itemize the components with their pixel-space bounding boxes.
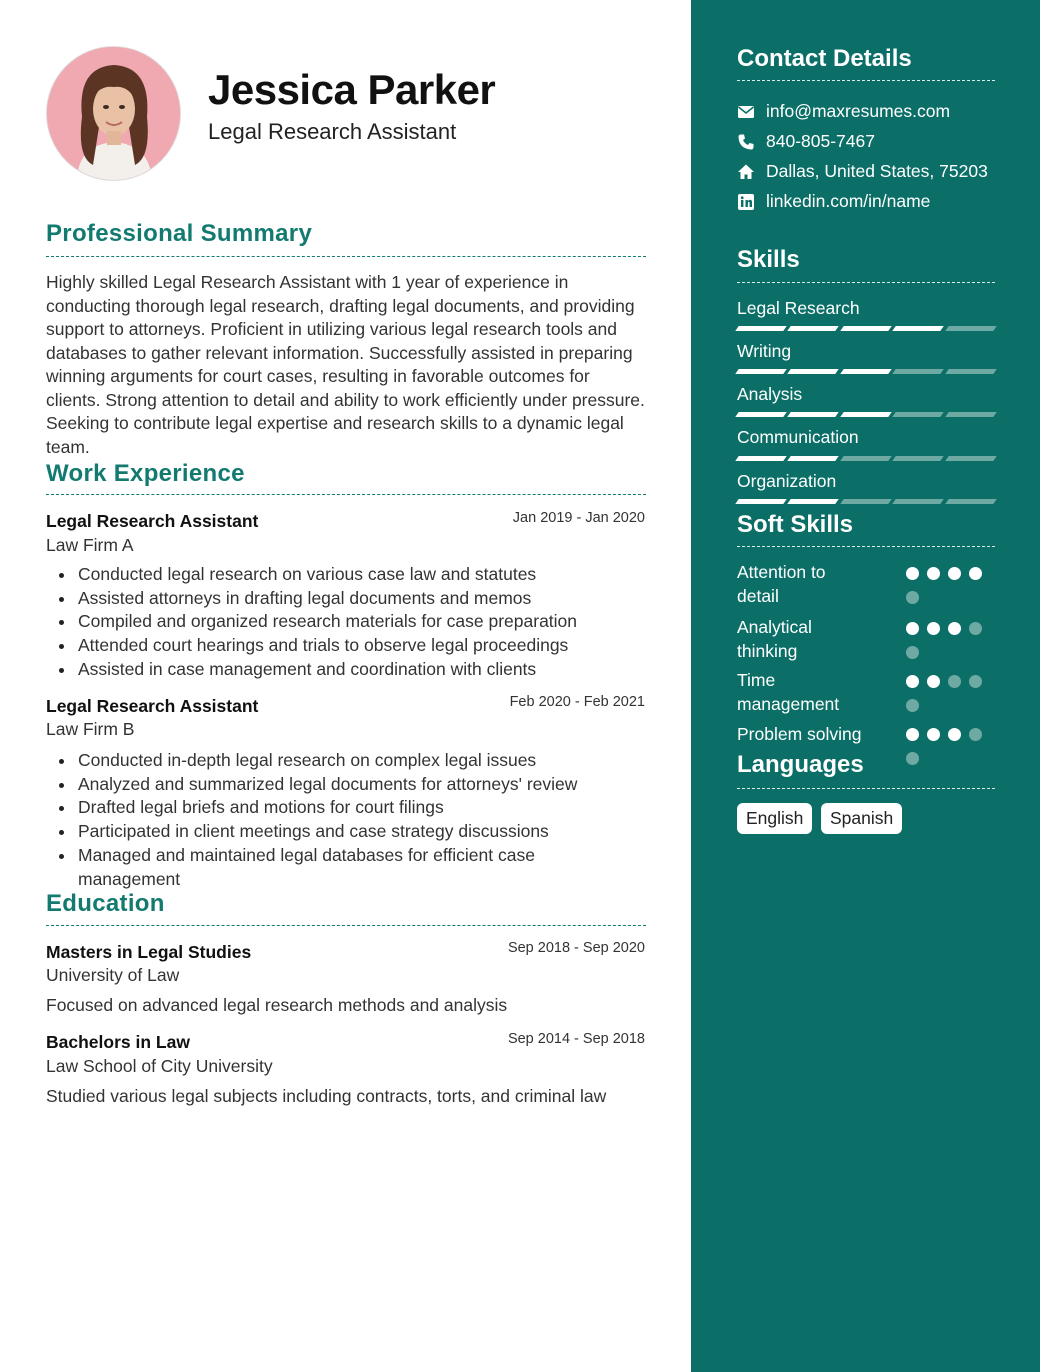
email-text: info@maxresumes.com — [766, 101, 951, 121]
rating-dot-empty — [906, 752, 919, 765]
job-dates: Jan 2019 - Jan 2020 — [512, 510, 645, 526]
skill-segment-empty — [892, 456, 944, 461]
job-bullet: Participated in client meetings and case strategy discussions — [78, 820, 638, 844]
skill-segment-empty — [892, 412, 944, 417]
skill-segment-empty — [945, 369, 997, 374]
summary-text: Highly skilled Legal Research Assistant with 1 year of experience in conducting thorough legal research, drafting legal documents, and providing support to attorneys. Proficient in utilizing various legal research tools and databases to gather relevant information. Successfully assisted in preparing winning arguments for court cases, resulting in favorable outcomes for clients. Strong attention to detail and ability to work efficiently under pressure. Seeking to contribute legal expertise and research skills to a dynamic legal team. — [46, 272, 645, 457]
skill-segment-empty — [945, 499, 997, 504]
language-tag: English — [737, 803, 812, 834]
rating-dot-filled — [948, 622, 961, 635]
soft-skills-divider — [737, 546, 995, 547]
contact-address — [737, 161, 988, 182]
soft-skill-rating — [906, 622, 986, 659]
job-bullets — [78, 749, 638, 891]
address-text: Dallas, United States, 75203 — [766, 161, 988, 181]
job-title: Legal Research Assistant — [46, 696, 259, 716]
rating-dot-filled — [927, 675, 940, 688]
skill-segment-filled — [840, 412, 892, 417]
job-dates: Feb 2020 - Feb 2021 — [509, 694, 645, 710]
linkedin-icon — [737, 193, 755, 211]
skill-label: Communication — [737, 427, 859, 447]
soft-skill-rating — [906, 728, 986, 765]
experience-divider — [46, 494, 646, 495]
languages-divider — [737, 788, 995, 789]
skill-label: Organization — [737, 471, 837, 491]
skill-segment-filled — [788, 369, 840, 374]
linkedin-text: linkedin.com/in/name — [766, 191, 931, 211]
rating-dot-empty — [906, 699, 919, 712]
school-name: University of Law — [46, 965, 180, 985]
rating-dot-filled — [927, 728, 940, 741]
summary-divider — [46, 256, 646, 257]
degree-title: Bachelors in Law — [46, 1032, 190, 1052]
degree-dates: Sep 2018 - Sep 2020 — [507, 940, 645, 956]
degree-title: Masters in Legal Studies — [46, 942, 252, 962]
rating-dot-empty — [906, 646, 919, 659]
contact-heading: Contact Details — [737, 45, 912, 72]
rating-dot-empty — [906, 591, 919, 604]
job-bullet: Assisted attorneys in drafting legal documents and memos — [78, 587, 638, 611]
skill-segment-empty — [945, 326, 997, 331]
soft-skill-label: Time management — [737, 670, 840, 714]
soft-skill-label: Attention to detail — [737, 562, 826, 606]
rating-dot-empty — [948, 675, 961, 688]
languages-heading: Languages — [737, 751, 864, 778]
contact-email[interactable] — [737, 101, 950, 122]
skill-segment-filled — [735, 456, 787, 461]
job-company: Law Firm A — [46, 535, 134, 555]
education-heading: Education — [46, 890, 165, 917]
skill-segment-filled — [892, 326, 944, 331]
skill-label: Writing — [737, 341, 792, 361]
rating-dot-filled — [948, 728, 961, 741]
skill-segment-empty — [945, 412, 997, 417]
education-divider — [46, 925, 646, 926]
skill-segment-empty — [892, 499, 944, 504]
job-bullets — [78, 563, 638, 682]
contact-linkedin[interactable] — [737, 191, 930, 212]
skill-segment-empty — [945, 456, 997, 461]
contact-divider — [737, 80, 995, 81]
skill-segment-filled — [788, 456, 840, 461]
soft-skill-rating — [906, 675, 986, 712]
skill-segment-filled — [788, 326, 840, 331]
job-bullet: Conducted legal research on various case law and statutes — [78, 563, 638, 587]
skill-label: Legal Research — [737, 298, 860, 318]
skill-segment-filled — [735, 326, 787, 331]
job-bullet: Conducted in-depth legal research on complex legal issues — [78, 749, 638, 773]
skill-segment-filled — [735, 412, 787, 417]
rating-dot-empty — [969, 622, 982, 635]
candidate-name: Jessica Parker — [208, 66, 496, 113]
rating-dot-filled — [969, 567, 982, 580]
experience-heading: Work Experience — [46, 460, 245, 487]
phone-icon — [737, 133, 755, 151]
language-tag: Spanish — [821, 803, 902, 834]
skill-segment-empty — [840, 499, 892, 504]
soft-skill-rating — [906, 567, 986, 604]
candidate-role: Legal Research Assistant — [208, 119, 457, 144]
school-name: Law School of City University — [46, 1056, 273, 1076]
rating-dot-empty — [969, 675, 982, 688]
skill-segment-filled — [735, 369, 787, 374]
summary-heading: Professional Summary — [46, 220, 313, 247]
skill-segment-filled — [840, 369, 892, 374]
rating-dot-filled — [927, 567, 940, 580]
job-bullet: Assisted in case management and coordination with clients — [78, 658, 638, 682]
degree-dates: Sep 2014 - Sep 2018 — [507, 1031, 645, 1047]
rating-dot-filled — [927, 622, 940, 635]
soft-skills-heading: Soft Skills — [737, 511, 854, 538]
job-bullet: Analyzed and summarized legal documents for attorneys' review — [78, 773, 638, 797]
degree-description: Focused on advanced legal research methods and analysis — [46, 995, 508, 1015]
skill-segment-filled — [840, 326, 892, 331]
skill-segment-filled — [788, 412, 840, 417]
profile-photo — [46, 46, 181, 181]
skill-label: Analysis — [737, 384, 803, 404]
rating-dot-filled — [948, 567, 961, 580]
skill-segment-filled — [788, 499, 840, 504]
skill-segment-empty — [840, 456, 892, 461]
rating-dot-empty — [969, 728, 982, 741]
skill-bar — [737, 456, 995, 461]
home-icon — [737, 163, 755, 181]
skill-bar — [737, 369, 995, 374]
job-title: Legal Research Assistant — [46, 511, 259, 531]
job-company: Law Firm B — [46, 719, 135, 739]
rating-dot-filled — [906, 567, 919, 580]
soft-skill-label: Analytical thinking — [737, 617, 812, 661]
job-bullet: Attended court hearings and trials to observe legal proceedings — [78, 634, 638, 658]
contact-phone[interactable] — [737, 131, 875, 152]
skill-bar — [737, 499, 995, 504]
skill-segment-empty — [892, 369, 944, 374]
rating-dot-filled — [906, 622, 919, 635]
soft-skill-label: Problem solving — [737, 724, 862, 744]
skill-bar — [737, 412, 995, 417]
job-bullet: Compiled and organized research materials for case preparation — [78, 610, 638, 634]
skills-heading: Skills — [737, 246, 800, 273]
skills-divider — [737, 282, 995, 283]
phone-text: 840-805-7467 — [766, 131, 875, 151]
job-bullet: Managed and maintained legal databases for efficient case management — [78, 844, 578, 891]
skill-bar — [737, 326, 995, 331]
job-bullet: Drafted legal briefs and motions for court filings — [78, 796, 638, 820]
degree-description: Studied various legal subjects including contracts, torts, and criminal law — [46, 1086, 607, 1106]
skill-segment-filled — [735, 499, 787, 504]
email-icon — [737, 103, 755, 121]
rating-dot-filled — [906, 675, 919, 688]
rating-dot-filled — [906, 728, 919, 741]
